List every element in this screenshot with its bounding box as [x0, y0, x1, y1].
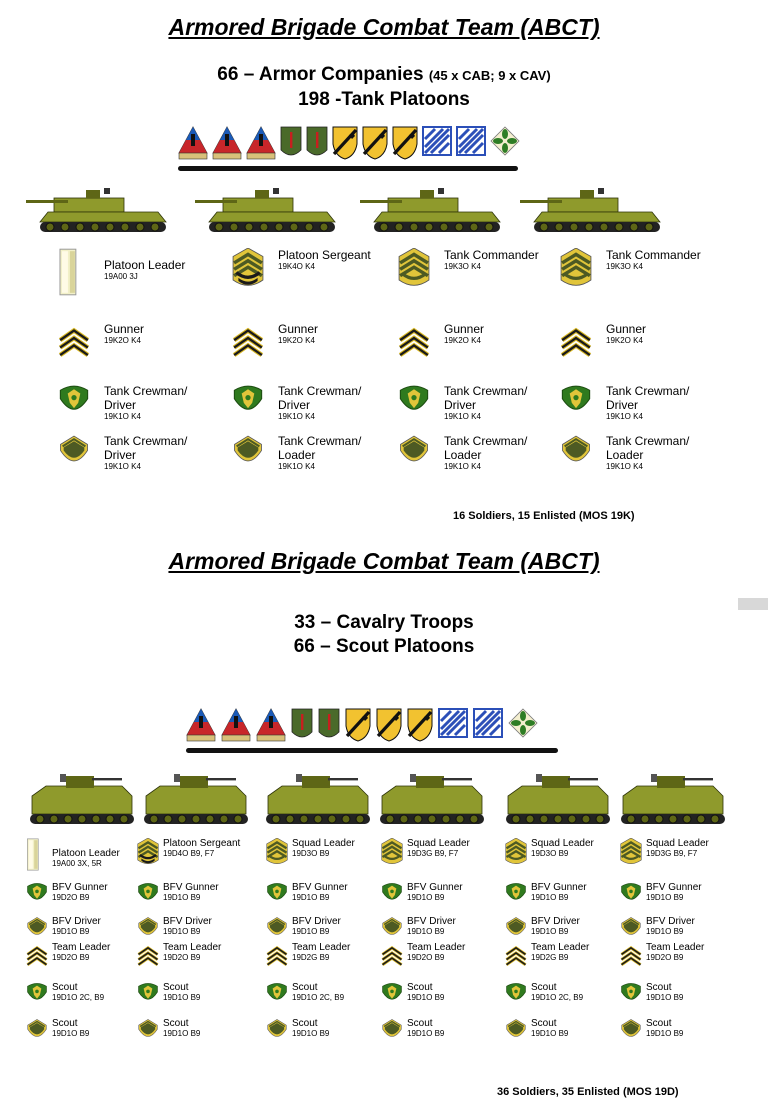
mos-code: 19D2G B9	[292, 953, 330, 962]
role-label: BFV Driver	[163, 916, 212, 927]
role-label: Scout	[292, 1018, 318, 1029]
tank-row	[0, 178, 768, 244]
sfc-rank-icon	[232, 248, 264, 291]
armor-patch	[256, 708, 286, 747]
mos-code: 19K2O K4	[606, 336, 643, 345]
mos-code: 19D1O B9	[646, 893, 684, 902]
section2-line1: 33 – Cavalry Troops	[294, 612, 474, 633]
mos-code: 19K2O K4	[278, 336, 315, 345]
role-label: Team Leader	[292, 942, 351, 953]
role-label: BFV Gunner	[531, 882, 587, 893]
section1-line1-main: 66 – Armor Companies	[217, 64, 424, 85]
pfc-rank-icon	[505, 916, 527, 945]
role-label: Scout	[52, 1018, 78, 1029]
ssg-rank-icon	[560, 248, 592, 291]
role-label: Scout	[163, 1018, 189, 1029]
spc-rank-icon	[620, 982, 642, 1010]
mos-code: 19D1O 2C, B9	[292, 993, 345, 1002]
role-label: Scout	[531, 1018, 557, 1029]
role-label: BFV Driver	[292, 916, 341, 927]
armor-patch	[212, 126, 242, 165]
spc-rank-icon	[26, 982, 48, 1010]
role-label: Tank Crewman/ Driver	[104, 384, 188, 412]
pfc-rank-icon	[232, 434, 264, 474]
armor-patch	[246, 126, 276, 165]
spc-rank-icon	[505, 882, 527, 910]
role-label: Platoon Sergeant	[163, 838, 241, 849]
role-label: Squad Leader	[531, 838, 594, 849]
m1-abrams-tank-image	[520, 178, 670, 243]
cav-patch	[407, 708, 433, 747]
role-label: Team Leader	[531, 942, 590, 953]
mos-code: 19K1O K4	[104, 412, 141, 421]
pfc-rank-icon	[381, 916, 403, 945]
ssg-rank-icon	[505, 838, 527, 869]
tank-platoon-roster	[0, 248, 768, 498]
mos-code: 19D1O B9	[292, 927, 330, 936]
role-label: BFV Driver	[52, 916, 101, 927]
sgt-rank-icon	[266, 942, 288, 973]
stripe-patch	[473, 708, 503, 743]
mos-code: 19D3G B9, F7	[407, 849, 459, 858]
bradley-fighting-vehicle-image	[376, 772, 488, 835]
pfc-rank-icon	[560, 434, 592, 474]
sgt-rank-icon	[58, 322, 90, 365]
bradley-fighting-vehicle-image	[502, 772, 614, 835]
mos-code: 19D1O B9	[407, 1029, 445, 1038]
m1-abrams-tank-image	[360, 178, 510, 243]
mos-code: 19K1O K4	[606, 412, 643, 421]
role-label: Gunner	[278, 322, 319, 336]
sfc-rank-icon	[137, 838, 159, 869]
mos-code: 19K1O K4	[606, 462, 643, 471]
mos-code: 19D2O B9	[52, 953, 90, 962]
pfc-rank-icon	[381, 1018, 403, 1047]
role-label: Team Leader	[407, 942, 466, 953]
section2-summary: 36 Soldiers, 35 Enlisted (MOS 19D)	[497, 1086, 679, 1098]
section1-summary: 16 Soldiers, 15 Enlisted (MOS 19K)	[453, 510, 635, 522]
pfc-rank-icon	[398, 434, 430, 474]
ssg-rank-icon	[620, 838, 642, 869]
section1-line2: 198 -Tank Platoons	[298, 89, 470, 110]
mos-code: 19D1O B9	[407, 893, 445, 902]
spc-rank-icon	[266, 882, 288, 910]
role-label: Gunner	[606, 322, 647, 336]
m1-abrams-tank-image	[26, 178, 176, 243]
spc-rank-icon	[137, 882, 159, 910]
patch-divider	[186, 748, 558, 753]
section1-line1-small: (45 x CAB; 9 x CAV)	[428, 68, 551, 83]
role-label: Scout	[52, 982, 78, 993]
mos-code: 19D1O B9	[163, 927, 201, 936]
mos-code: 19D2G B9	[531, 953, 569, 962]
mos-code: 19D1O B9	[646, 1029, 684, 1038]
spc-rank-icon	[620, 882, 642, 910]
mos-code: 19D1O B9	[163, 893, 201, 902]
spc-rank-icon	[381, 882, 403, 910]
role-label: Tank Commander	[444, 248, 539, 262]
mos-code: 19K2O K4	[444, 336, 481, 345]
mos-code: 19D2O B9	[407, 953, 445, 962]
role-label: Tank Crewman/ Driver	[104, 434, 188, 462]
cav-patch	[332, 126, 358, 165]
ssg-rank-icon	[398, 248, 430, 291]
section2-title: Armored Brigade Combat Team (ABCT)	[168, 548, 600, 574]
mos-code: 19D1O B9	[646, 993, 684, 1002]
ivy-patch	[490, 126, 520, 161]
armor-patch	[221, 708, 251, 747]
role-label: Scout	[407, 1018, 433, 1029]
unit-patch-row	[178, 126, 518, 174]
spc-rank-icon	[398, 384, 430, 423]
role-label: Team Leader	[163, 942, 222, 953]
spc-rank-icon	[560, 384, 592, 423]
mos-code: 19K1O K4	[278, 462, 315, 471]
sgt-rank-icon	[26, 942, 48, 973]
role-label: BFV Driver	[407, 916, 456, 927]
pfc-rank-icon	[26, 916, 48, 945]
role-label: Gunner	[444, 322, 485, 336]
mos-code: 19D1O B9	[163, 993, 201, 1002]
section1-line1	[0, 64, 768, 86]
role-label: Tank Crewman/ Loader	[278, 434, 362, 462]
role-label: Scout	[646, 982, 672, 993]
sgt-rank-icon	[398, 322, 430, 365]
mos-code: 19D2O B9	[163, 953, 201, 962]
m1-abrams-tank-image	[195, 178, 345, 243]
mos-code: 19D1O B9	[646, 927, 684, 936]
mos-code: 19K3O K4	[606, 262, 643, 271]
cav-patch	[362, 126, 388, 165]
pfc-rank-icon	[58, 434, 90, 474]
sgt-rank-icon	[560, 322, 592, 365]
role-label: Squad Leader	[407, 838, 470, 849]
armor-patch	[178, 126, 208, 165]
ivy-patch	[508, 708, 538, 743]
infantry-patch	[280, 126, 302, 165]
mos-code: 19K4O K4	[278, 262, 315, 271]
role-label: Tank Crewman/ Driver	[444, 384, 528, 412]
role-label: Scout	[531, 982, 557, 993]
mos-code: 19D3O B9	[531, 849, 569, 858]
mos-code: 19D1O B9	[52, 927, 90, 936]
mos-code: 19K1O K4	[278, 412, 315, 421]
role-label: Platoon Sergeant	[278, 248, 371, 262]
mos-code: 19A00 3X, 5R	[52, 859, 102, 868]
pfc-rank-icon	[137, 916, 159, 945]
pfc-rank-icon	[505, 1018, 527, 1047]
pfc-rank-icon	[266, 1018, 288, 1047]
pfc-rank-icon	[26, 1018, 48, 1047]
mos-code: 19K3O K4	[444, 262, 481, 271]
mos-code: 19D1O B9	[407, 927, 445, 936]
role-label: BFV Gunner	[292, 882, 348, 893]
stripe-patch	[456, 126, 486, 161]
role-label: Scout	[163, 982, 189, 993]
armor-patch	[186, 708, 216, 747]
role-label: Squad Leader	[292, 838, 355, 849]
mos-code: 19D1O 2C, B9	[52, 993, 105, 1002]
bfv-row	[0, 772, 768, 838]
mos-code: 19D2O B9	[646, 953, 684, 962]
mos-code: 19D1O 2C, B9	[531, 993, 584, 1002]
role-label: Gunner	[104, 322, 145, 336]
mos-code: 19D2O B9	[52, 893, 90, 902]
role-label: Platoon Leader	[52, 848, 120, 859]
section1-title: Armored Brigade Combat Team (ABCT)	[168, 14, 600, 40]
mos-code: 19A00 3J	[104, 272, 138, 281]
lt-rank-icon	[26, 838, 40, 876]
role-label: Scout	[292, 982, 318, 993]
mos-code: 19D4O B9, F7	[163, 849, 215, 858]
sgt-rank-icon	[620, 942, 642, 973]
patch-divider	[178, 166, 518, 171]
cav-patch	[345, 708, 371, 747]
ssg-rank-icon	[381, 838, 403, 869]
role-label: Tank Crewman/ Driver	[278, 384, 362, 412]
lt-rank-icon	[58, 248, 78, 301]
mos-code: 19D1O B9	[531, 1029, 569, 1038]
bradley-fighting-vehicle-image	[140, 772, 252, 835]
spc-rank-icon	[505, 982, 527, 1010]
scrollbar-handle[interactable]	[738, 598, 768, 610]
role-label: BFV Gunner	[52, 882, 108, 893]
role-label: BFV Driver	[531, 916, 580, 927]
role-label: BFV Gunner	[407, 882, 463, 893]
pfc-rank-icon	[620, 1018, 642, 1047]
infantry-patch	[318, 708, 340, 747]
role-label: Platoon Leader	[104, 258, 186, 272]
pfc-rank-icon	[266, 916, 288, 945]
ssg-rank-icon	[266, 838, 288, 869]
stripe-patch	[438, 708, 468, 743]
spc-rank-icon	[381, 982, 403, 1010]
role-label: Team Leader	[646, 942, 705, 953]
unit-patch-row	[186, 708, 562, 756]
mos-code: 19D1O B9	[292, 893, 330, 902]
infantry-patch	[291, 708, 313, 747]
mos-code: 19D1O B9	[407, 993, 445, 1002]
mos-code: 19K2O K4	[104, 336, 141, 345]
spc-rank-icon	[26, 882, 48, 910]
mos-code: 19D1O B9	[292, 1029, 330, 1038]
bradley-fighting-vehicle-image	[26, 772, 138, 835]
stripe-patch	[422, 126, 452, 161]
role-label: Tank Crewman/ Loader	[444, 434, 528, 462]
mos-code: 19D1O B9	[163, 1029, 201, 1038]
role-label: Tank Crewman/ Driver	[606, 384, 690, 412]
sgt-rank-icon	[232, 322, 264, 365]
mos-code: 19K1O K4	[444, 412, 481, 421]
role-label: Squad Leader	[646, 838, 709, 849]
mos-code: 19D1O B9	[531, 893, 569, 902]
role-label: Tank Crewman/ Loader	[606, 434, 690, 462]
bradley-fighting-vehicle-image	[617, 772, 729, 835]
sgt-rank-icon	[137, 942, 159, 973]
pfc-rank-icon	[620, 916, 642, 945]
role-label: BFV Gunner	[646, 882, 702, 893]
spc-rank-icon	[232, 384, 264, 423]
spc-rank-icon	[58, 384, 90, 423]
role-label: Scout	[407, 982, 433, 993]
spc-rank-icon	[266, 982, 288, 1010]
bradley-fighting-vehicle-image	[262, 772, 374, 835]
infantry-patch	[306, 126, 328, 165]
cav-patch	[376, 708, 402, 747]
mos-code: 19D1O B9	[531, 927, 569, 936]
role-label: Tank Commander	[606, 248, 701, 262]
cav-patch	[392, 126, 418, 165]
mos-code: 19D1O B9	[52, 1029, 90, 1038]
mos-code: 19K1O K4	[104, 462, 141, 471]
role-label: Team Leader	[52, 942, 111, 953]
role-label: BFV Gunner	[163, 882, 219, 893]
section2-line2: 66 – Scout Platoons	[293, 636, 475, 657]
mos-code: 19D3O B9	[292, 849, 330, 858]
role-label: Scout	[646, 1018, 672, 1029]
sgt-rank-icon	[505, 942, 527, 973]
role-label: BFV Driver	[646, 916, 695, 927]
scout-platoon-roster	[0, 838, 768, 1048]
sgt-rank-icon	[381, 942, 403, 973]
mos-code: 19K1O K4	[444, 462, 481, 471]
mos-code: 19D3G B9, F7	[646, 849, 698, 858]
spc-rank-icon	[137, 982, 159, 1010]
pfc-rank-icon	[137, 1018, 159, 1047]
